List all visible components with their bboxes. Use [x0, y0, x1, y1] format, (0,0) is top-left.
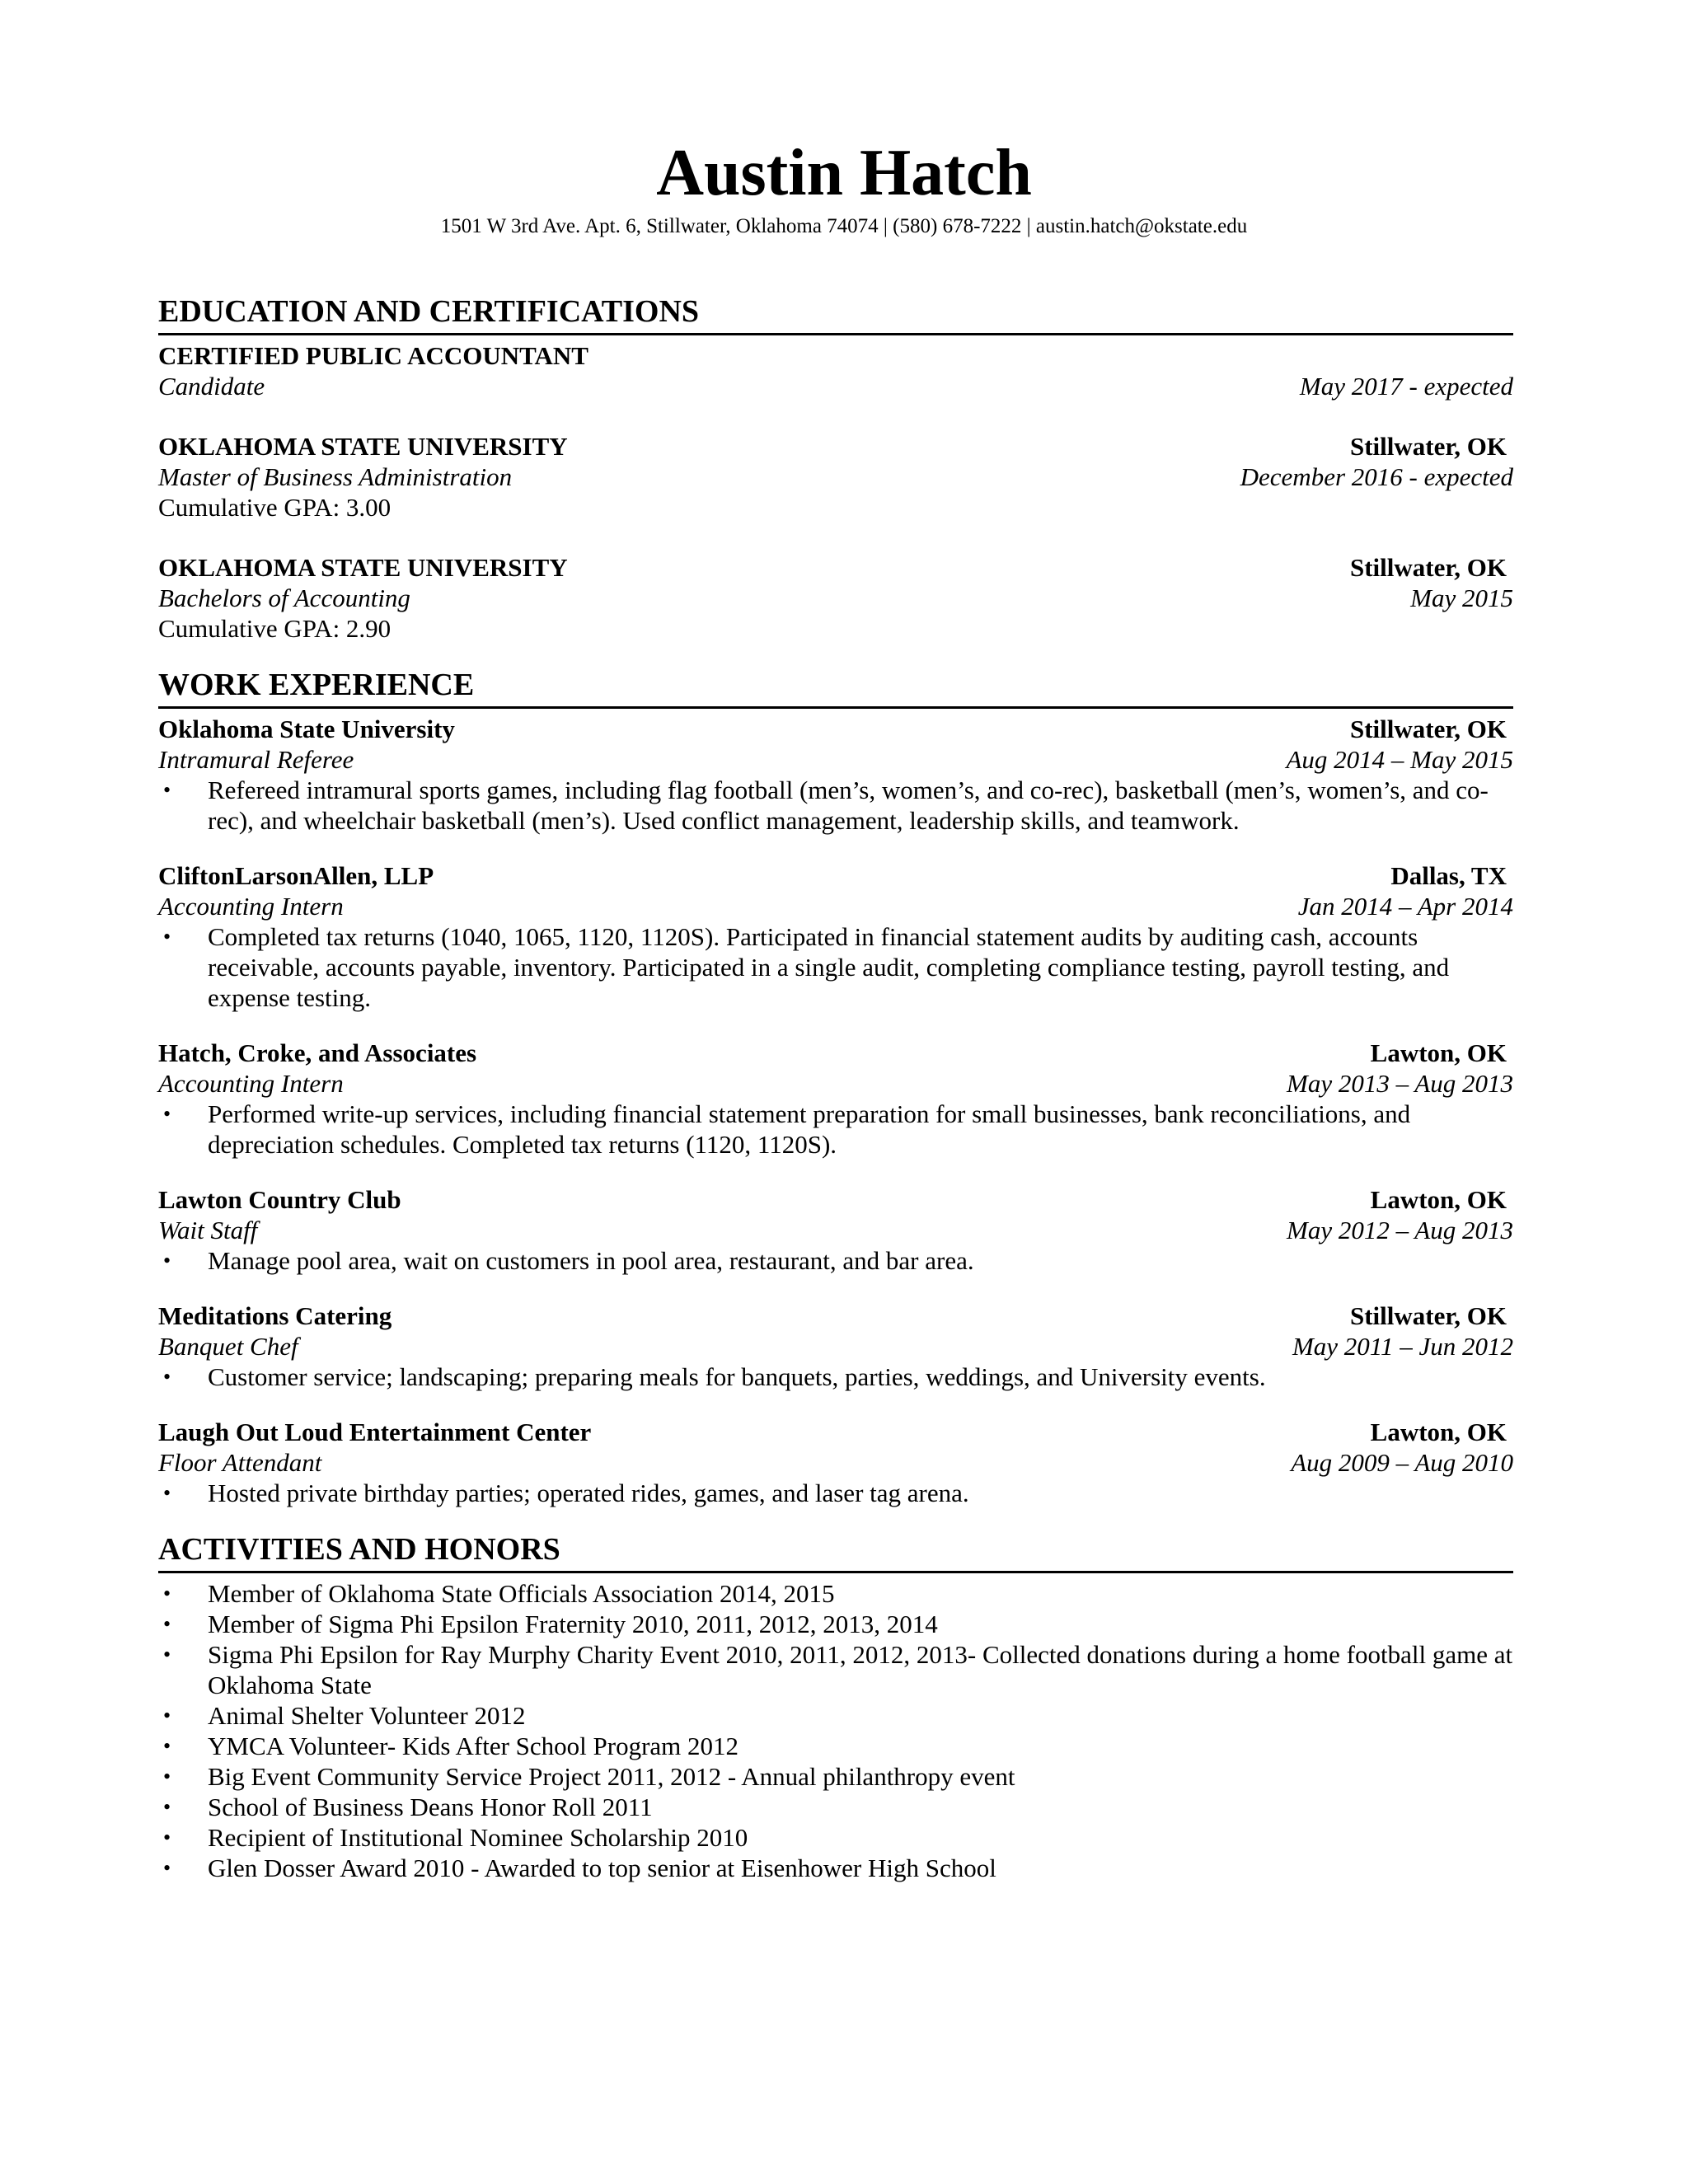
work-location: Lawton, OK — [1370, 1038, 1507, 1067]
work-dates: May 2012 – Aug 2013 — [1287, 1216, 1513, 1244]
activity-text: Member of Oklahoma State Officials Association 2014, 2015 — [208, 1579, 835, 1608]
resume-content — [158, 290, 1513, 1883]
work-bullet-text: Refereed intramural sports games, including flag football (men’s, women’s, and co-rec), basketball (men’s, women’s, and co-rec), and wheelchair basketball (men’s). Used conflict management, leadership skills, and teamwork. — [208, 776, 1489, 835]
bullet-dot: • — [163, 1249, 171, 1272]
work-bullet-text: Hosted private birthday parties; operated rides, games, and laser tag arena. — [208, 1479, 969, 1507]
education-entry-bachelors — [158, 552, 1513, 644]
work-entry — [158, 1417, 1513, 1508]
work-bullet — [158, 1245, 1513, 1276]
activity-item — [158, 1822, 1513, 1853]
activity-text: Big Event Community Service Project 2011, 2012 - Annual philanthropy event — [208, 1762, 1015, 1791]
work-location: Lawton, OK — [1370, 1418, 1507, 1446]
activity-item — [158, 1761, 1513, 1792]
bullet-dot: • — [163, 1734, 171, 1758]
activity-text: Animal Shelter Volunteer 2012 — [208, 1701, 526, 1730]
activity-text: Recipient of Institutional Nominee Scholarship 2010 — [208, 1823, 748, 1852]
activity-item — [158, 1609, 1513, 1639]
education-gpa: Cumulative GPA: 3.00 — [158, 493, 392, 522]
work-dates: Jan 2014 – Apr 2014 — [1297, 892, 1513, 921]
work-org: Meditations Catering — [158, 1301, 392, 1330]
education-subtitle: Candidate — [158, 372, 265, 401]
work-bullet-text: Completed tax returns (1040, 1065, 1120, 1120S). Participated in financial statement audits by auditing cash, accounts receivable, accounts payable, inventory. Participated in a single audit, completing compliance testing, payroll testing, and expense testing. — [208, 922, 1450, 1012]
work-location: Stillwater, OK — [1349, 715, 1507, 743]
work-role: Accounting Intern — [158, 1069, 344, 1098]
work-dates: Aug 2009 – Aug 2010 — [1291, 1448, 1513, 1477]
education-gpa: Cumulative GPA: 2.90 — [158, 614, 392, 643]
work-entry — [158, 1038, 1513, 1160]
work-dates: Aug 2014 – May 2015 — [1286, 745, 1513, 774]
education-entry-cpa — [158, 340, 1513, 401]
work-location: Lawton, OK — [1370, 1185, 1507, 1214]
work-bullet — [158, 775, 1513, 836]
activity-item — [158, 1731, 1513, 1761]
work-bullet — [158, 921, 1513, 1013]
work-org: Laugh Out Loud Entertainment Center — [158, 1418, 592, 1446]
activities-heading: ACTIVITIES AND HONORS — [158, 1528, 1513, 1573]
work-bullet — [158, 1099, 1513, 1160]
work-entry — [158, 1301, 1513, 1392]
education-subtitle: Bachelors of Accounting — [158, 583, 410, 612]
bullet-dot: • — [163, 925, 171, 949]
work-bullet — [158, 1361, 1513, 1392]
work-entry — [158, 860, 1513, 1013]
work-bullet-text: Performed write-up services, including financial statement preparation for small businesses, bank reconciliations, and depreciation schedules. Completed tax returns (1120, 1120S). — [208, 1099, 1411, 1159]
education-location: Stillwater, OK — [1349, 553, 1507, 582]
contact-line: 1501 W 3rd Ave. Apt. 6, Stillwater, Oklahoma 74074 | (580) 678-7222 | austin.hatch@okstate.edu — [440, 215, 1248, 237]
activity-text: Member of Sigma Phi Epsilon Fraternity 2010, 2011, 2012, 2013, 2014 — [208, 1610, 938, 1638]
work-dates: May 2013 – Aug 2013 — [1287, 1069, 1513, 1098]
education-title: OKLAHOMA STATE UNIVERSITY — [158, 553, 568, 582]
work-role: Intramural Referee — [158, 745, 354, 774]
bullet-dot: • — [163, 778, 171, 802]
work-role: Banquet Chef — [158, 1332, 298, 1361]
bullet-dot: • — [163, 1795, 171, 1819]
education-subtitle: Master of Business Administration — [158, 462, 513, 491]
activity-item — [158, 1639, 1513, 1700]
activity-item — [158, 1700, 1513, 1731]
education-date: December 2016 - expected — [1240, 462, 1513, 491]
work-location: Stillwater, OK — [1349, 1301, 1507, 1330]
work-location: Dallas, TX — [1390, 861, 1507, 890]
resume-name: Austin Hatch — [656, 137, 1032, 209]
education-title: CERTIFIED PUBLIC ACCOUNTANT — [158, 341, 588, 370]
activity-item — [158, 1792, 1513, 1822]
work-entry — [158, 714, 1513, 836]
work-role: Wait Staff — [158, 1216, 258, 1244]
work-org: Hatch, Croke, and Associates — [158, 1038, 477, 1067]
activity-text: School of Business Deans Honor Roll 2011 — [208, 1793, 653, 1821]
work-role: Accounting Intern — [158, 892, 344, 921]
activities-list — [158, 1578, 1513, 1883]
work-heading: WORK EXPERIENCE — [158, 663, 1513, 709]
education-location: Stillwater, OK — [1349, 432, 1507, 461]
work-bullet-text: Manage pool area, wait on customers in pool area, restaurant, and bar area. — [208, 1246, 974, 1275]
bullet-dot: • — [163, 1102, 171, 1126]
activity-text: Sigma Phi Epsilon for Ray Murphy Charity Event 2010, 2011, 2012, 2013- Collected donations during a home football game at Oklahoma State — [208, 1640, 1513, 1699]
bullet-dot: • — [163, 1704, 171, 1727]
work-dates: May 2011 – Jun 2012 — [1292, 1332, 1513, 1361]
work-org: Oklahoma State University — [158, 715, 455, 743]
activity-item — [158, 1853, 1513, 1883]
bullet-dot: • — [163, 1481, 171, 1505]
education-entry-mba — [158, 431, 1513, 523]
bullet-dot: • — [163, 1643, 171, 1666]
work-org: CliftonLarsonAllen, LLP — [158, 861, 434, 890]
work-bullet — [158, 1478, 1513, 1508]
education-title: OKLAHOMA STATE UNIVERSITY — [158, 432, 568, 461]
work-role: Floor Attendant — [158, 1448, 322, 1477]
bullet-dot: • — [163, 1825, 171, 1849]
bullet-dot: • — [163, 1365, 171, 1389]
bullet-dot: • — [163, 1856, 171, 1880]
bullet-dot: • — [163, 1765, 171, 1788]
education-heading: EDUCATION AND CERTIFICATIONS — [158, 290, 1513, 335]
activity-item — [158, 1578, 1513, 1609]
work-bullet-text: Customer service; landscaping; preparing meals for banquets, parties, weddings, and University events. — [208, 1362, 1266, 1391]
education-date: May 2015 — [1410, 583, 1513, 612]
activity-text: YMCA Volunteer- Kids After School Program 2012 — [208, 1732, 739, 1760]
education-date: May 2017 - expected — [1299, 372, 1513, 401]
activity-text: Glen Dosser Award 2010 - Awarded to top senior at Eisenhower High School — [208, 1854, 996, 1882]
bullet-dot: • — [163, 1612, 171, 1636]
work-entry — [158, 1184, 1513, 1276]
bullet-dot: • — [163, 1582, 171, 1605]
work-org: Lawton Country Club — [158, 1185, 401, 1214]
